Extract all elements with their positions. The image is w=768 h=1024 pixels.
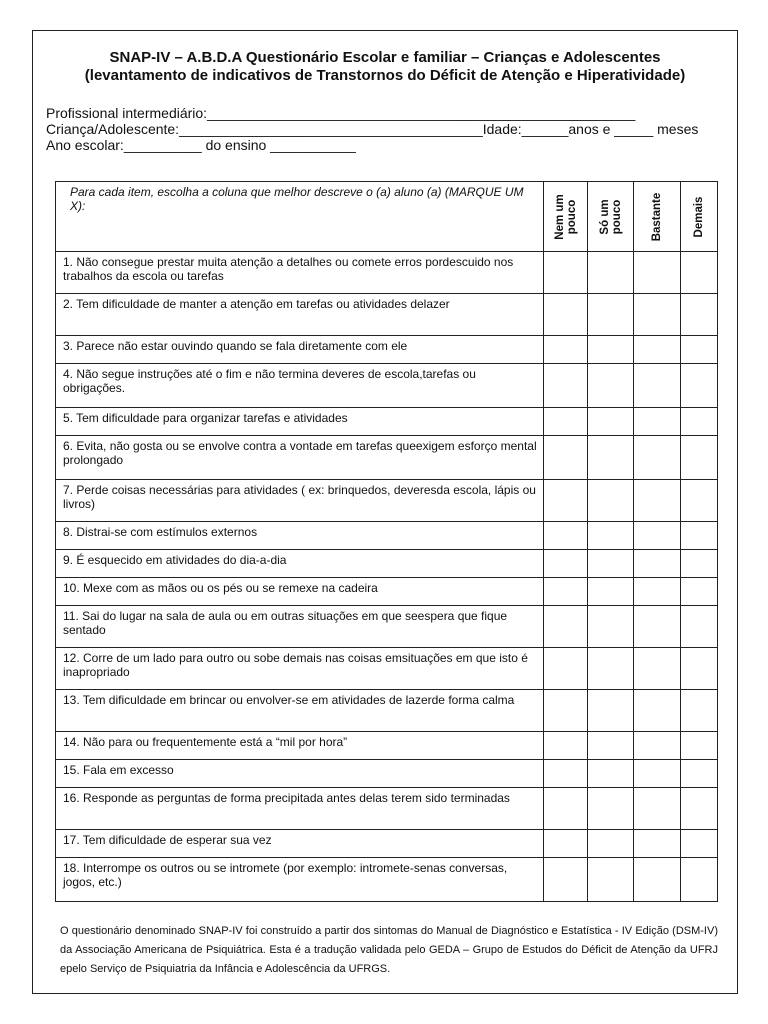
answer-cell[interactable] (544, 858, 588, 902)
answer-cell[interactable] (544, 550, 588, 578)
answer-cell[interactable] (681, 858, 718, 902)
answer-cell[interactable] (544, 294, 588, 336)
answer-cell[interactable] (588, 578, 634, 606)
item-text: 5. Tem dificuldade para organizar tarefas e atividades (56, 408, 544, 436)
item-text: 7. Perde coisas necessárias para atividades ( ex: brinquedos, deveresda escola, lápis ou livros) (56, 480, 544, 522)
school-year-field: Ano escolar:__________ do ensino ___________ (46, 137, 356, 153)
answer-cell[interactable] (588, 606, 634, 648)
answer-cell[interactable] (588, 690, 634, 732)
questionnaire-sheet (32, 30, 738, 994)
answer-cell[interactable] (544, 760, 588, 788)
answer-cell[interactable] (634, 606, 681, 648)
table-row (56, 690, 718, 732)
answer-cell[interactable] (544, 606, 588, 648)
answer-cell[interactable] (634, 480, 681, 522)
table-row (56, 550, 718, 578)
table-row (56, 606, 718, 648)
answer-cell[interactable] (544, 336, 588, 364)
answer-cell[interactable] (544, 788, 588, 830)
item-text: 10. Mexe com as mãos ou os pés ou se remexe na cadeira (56, 578, 544, 606)
answer-cell[interactable] (634, 648, 681, 690)
answer-cell[interactable] (681, 408, 718, 436)
item-text: 2. Tem dificuldade de manter a atenção em tarefas ou atividades delazer (56, 294, 544, 336)
answer-cell[interactable] (634, 252, 681, 294)
item-text: 9. É esquecido em atividades do dia-a-dia (56, 550, 544, 578)
answer-cell[interactable] (634, 578, 681, 606)
answer-cell[interactable] (588, 732, 634, 760)
answer-cell[interactable] (634, 336, 681, 364)
item-text: 13. Tem dificuldade em brincar ou envolver-se em atividades de lazerde forma calma (56, 690, 544, 732)
answer-cell[interactable] (588, 648, 634, 690)
column-header-demais: Demais (681, 182, 718, 252)
item-text: 4. Não segue instruções até o fim e não termina deveres de escola,tarefas ou obrigações. (56, 364, 544, 408)
answer-cell[interactable] (588, 760, 634, 788)
answer-cell[interactable] (634, 690, 681, 732)
answer-cell[interactable] (681, 294, 718, 336)
answer-cell[interactable] (634, 788, 681, 830)
answer-cell[interactable] (588, 436, 634, 480)
answer-cell[interactable] (588, 364, 634, 408)
table-row (56, 858, 718, 902)
item-text: 3. Parece não estar ouvindo quando se fala diretamente com ele (56, 336, 544, 364)
table-header-row (56, 182, 718, 252)
item-text: 12. Corre de um lado para outro ou sobe demais nas coisas emsituações em que isto é inapropriado (56, 648, 544, 690)
answer-cell[interactable] (634, 732, 681, 760)
answer-cell[interactable] (681, 690, 718, 732)
table-row (56, 648, 718, 690)
table-row (56, 364, 718, 408)
answer-cell[interactable] (544, 408, 588, 436)
answer-cell[interactable] (544, 364, 588, 408)
professional-field: Profissional intermediário:_______________________________________________________ (46, 105, 636, 121)
answer-cell[interactable] (634, 550, 681, 578)
table-row (56, 760, 718, 788)
table-row (56, 788, 718, 830)
answer-cell[interactable] (544, 578, 588, 606)
answer-cell[interactable] (634, 294, 681, 336)
answer-cell[interactable] (681, 732, 718, 760)
child-age-field: Criança/Adolescente:_______________________________________Idade:______anos e _____ meses (46, 121, 699, 137)
answer-cell[interactable] (588, 252, 634, 294)
answer-cell[interactable] (681, 364, 718, 408)
answer-cell[interactable] (634, 522, 681, 550)
answer-cell[interactable] (681, 252, 718, 294)
item-text: 14. Não para ou frequentemente está a “mil por hora” (56, 732, 544, 760)
item-text: 1. Não consegue prestar muita atenção a detalhes ou comete erros pordescuido nos trabalhos da escola ou tarefas (56, 252, 544, 294)
answer-cell[interactable] (544, 830, 588, 858)
column-header-bastante: Bastante (634, 182, 681, 252)
item-text: 8. Distrai-se com estímulos externos (56, 522, 544, 550)
answer-cell[interactable] (544, 732, 588, 760)
answer-cell[interactable] (634, 830, 681, 858)
answer-cell[interactable] (681, 788, 718, 830)
column-header-so-um-pouco: Só um pouco (588, 182, 634, 252)
answer-cell[interactable] (544, 648, 588, 690)
answer-cell[interactable] (681, 760, 718, 788)
answer-cell[interactable] (588, 858, 634, 902)
answer-cell[interactable] (681, 578, 718, 606)
table-row (56, 336, 718, 364)
answer-cell[interactable] (544, 252, 588, 294)
answer-cell[interactable] (681, 522, 718, 550)
answer-cell[interactable] (634, 436, 681, 480)
item-text: 16. Responde as perguntas de forma precipitada antes delas terem sido terminadas (56, 788, 544, 830)
answer-cell[interactable] (681, 648, 718, 690)
answer-cell[interactable] (588, 830, 634, 858)
answer-cell[interactable] (588, 788, 634, 830)
item-text: 15. Fala em excesso (56, 760, 544, 788)
answer-cell[interactable] (544, 436, 588, 480)
answer-cell[interactable] (544, 522, 588, 550)
item-text: 6. Evita, não gosta ou se envolve contra a vontade em tarefas queexigem esforço mental prolongado (56, 436, 544, 480)
table-row (56, 480, 718, 522)
answer-cell[interactable] (681, 436, 718, 480)
table-row (56, 252, 718, 294)
table-row (56, 436, 718, 480)
table-row (56, 732, 718, 760)
answer-cell[interactable] (588, 408, 634, 436)
answer-cell[interactable] (544, 690, 588, 732)
table-row (56, 522, 718, 550)
answer-cell[interactable] (588, 480, 634, 522)
answer-cell[interactable] (634, 364, 681, 408)
column-header-nem-um-pouco: Nem um pouco (544, 182, 588, 252)
questionnaire-table (55, 181, 718, 902)
answer-cell[interactable] (681, 480, 718, 522)
answer-cell[interactable] (544, 480, 588, 522)
answer-cell[interactable] (588, 522, 634, 550)
footer-note: O questionário denominado SNAP-IV foi construído a partir dos sintomas do Manual de Diagnóstico e Estatística - IV Edição (DSM-IV) da Associação Americana de Psiquiátrica. Esta é a tradução validada pelo GEDA – Grupo de Estudos do Déficit de Atenção da UFRJ epelo Serviço de Psiquiatria da Infância e Adolescência da UFRGS. (60, 925, 718, 975)
form-subtitle: (levantamento de indicativos de Transtornos do Déficit de Atenção e Hiperatividade) (84, 67, 686, 84)
item-text: 11. Sai do lugar na sala de aula ou em outras situações em que seespera que fique sentado (56, 606, 544, 648)
answer-cell[interactable] (588, 550, 634, 578)
item-text: 18. Interrompe os outros ou se intromete (por exemplo: intromete-senas conversas, jogos, etc.) (56, 858, 544, 902)
answer-cell[interactable] (634, 760, 681, 788)
answer-cell[interactable] (681, 606, 718, 648)
table-row (56, 830, 718, 858)
table-row (56, 408, 718, 436)
answer-cell[interactable] (588, 336, 634, 364)
item-text: 17. Tem dificuldade de esperar sua vez (56, 830, 544, 858)
form-title: SNAP-IV – A.B.D.A Questionário Escolar e familiar – Crianças e Adolescentes (109, 49, 661, 66)
answer-cell[interactable] (681, 336, 718, 364)
answer-cell[interactable] (681, 550, 718, 578)
answer-cell[interactable] (588, 294, 634, 336)
instruction-text: Para cada item, escolha a coluna que melhor descreve o (a) aluno (a) (MARQUE UM X): (56, 182, 544, 252)
answer-cell[interactable] (634, 858, 681, 902)
answer-cell[interactable] (681, 830, 718, 858)
table-row (56, 294, 718, 336)
table-row (56, 578, 718, 606)
answer-cell[interactable] (634, 408, 681, 436)
